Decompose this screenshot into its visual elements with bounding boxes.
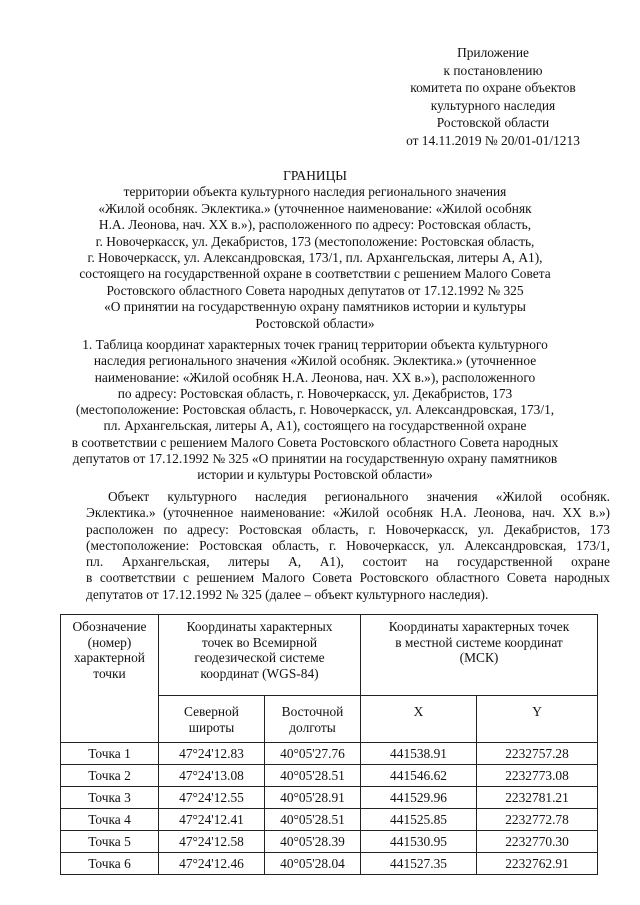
longitude-cell: 40°05'28.39: [265, 831, 361, 853]
x-cell: 441530.95: [361, 831, 477, 853]
header-line: Северной: [184, 704, 239, 719]
table-row: [61, 787, 598, 809]
title-line: территории объекта культурного наследия регионального значения: [123, 184, 507, 200]
appendix-block: [380, 44, 606, 150]
title-line: Ростовской области»: [255, 315, 375, 331]
latitude-cell: 47°24'12.83: [159, 743, 265, 765]
y-cell: 2232772.78: [477, 809, 598, 831]
x-cell: 441527.35: [361, 853, 477, 875]
x-cell: 441538.91: [361, 743, 477, 765]
longitude-cell: 40°05'28.91: [265, 787, 361, 809]
header-line: долготы: [289, 719, 336, 735]
title-line: Ростовского областного Совета народных депутатов от 17.12.1992 № 325: [106, 282, 524, 298]
latitude-cell: 47°24'13.08: [159, 765, 265, 787]
document-heading: ГРАНИЦЫ: [283, 168, 347, 183]
point-cell: Точка 2: [61, 765, 159, 787]
point-cell: Точка 5: [61, 831, 159, 853]
table-header-row: [61, 615, 598, 696]
appendix-line: комитета по охране объектов: [410, 80, 576, 96]
title-block: [40, 168, 590, 332]
header-line: координат (WGS-84): [200, 665, 319, 681]
appendix-line: Приложение: [457, 45, 529, 60]
section-line: 1. Таблица координат характерных точек границ территории объекта культурного: [82, 337, 548, 352]
header-line: Обозначение: [72, 619, 147, 634]
section-line: (местоположение: Ростовская область, г. Новочеркасск, ул. Александровская, 173/1,: [75, 402, 555, 418]
appendix-line: от 14.11.2019 № 20/01-01/1213: [406, 132, 580, 148]
title-line: «Жилой особняк. Эклектика.» (уточненное наименование: «Жилой особняк: [98, 200, 532, 216]
title-line: состоящего на государственной охране в соответствии с решением Малого Совета: [79, 266, 551, 282]
table-row: [61, 743, 598, 765]
paragraph-line: Объект культурного наследия регионального значения «Жилой особняк.: [108, 489, 610, 504]
y-cell: 2232762.91: [477, 853, 598, 875]
designation-header: [61, 615, 159, 743]
paragraph-line: расположен по адресу: Ростовская область, г. Новочеркасск, ул. Декабристов, 173: [86, 521, 610, 537]
header-line: геодезической системе: [194, 650, 325, 665]
title-line: «О принятии на государственную охрану памятников истории и культуры: [104, 299, 526, 315]
east-longitude-header: [265, 696, 361, 743]
section-line: в соответствии с решением Малого Совета Ростовского областного Совета народных: [71, 434, 559, 450]
section-line: наименование: «Жилой особняк Н.А. Леонова, нач. XX в.»), расположенного: [94, 369, 536, 385]
x-cell: 441546.62: [361, 765, 477, 787]
x-header: X: [361, 696, 477, 743]
x-cell: 441525.85: [361, 809, 477, 831]
point-cell: Точка 6: [61, 853, 159, 875]
paragraph-line: в соответствии с решением Малого Совета Ростовского областного Совета народных: [86, 570, 610, 586]
paragraph-line: депутатов от 17.12.1992 № 325 (далее – объект культурного наследия).: [86, 586, 489, 602]
header-line: широты: [188, 719, 235, 735]
section-line: истории и культуры Ростовской области»: [197, 467, 433, 483]
paragraph-line: (местоположение: Ростовская область, г. Новочеркасск, ул. Александровская, 173/1,: [86, 537, 610, 553]
header-line: Координаты характерных точек: [388, 619, 570, 634]
header-line: Координаты характерных: [186, 619, 333, 634]
header-line: точки: [93, 665, 126, 681]
point-cell: Точка 3: [61, 787, 159, 809]
latitude-cell: 47°24'12.46: [159, 853, 265, 875]
longitude-cell: 40°05'28.04: [265, 853, 361, 875]
x-cell: 441529.96: [361, 787, 477, 809]
table-row: [61, 853, 598, 875]
appendix-line: культурного наследия: [430, 97, 556, 113]
section-line: пл. Архангельская, литеры А, А1), состоящего на государственной охране: [103, 418, 527, 434]
north-latitude-header: [159, 696, 265, 743]
description-paragraph: [88, 489, 610, 603]
appendix-line: к постановлению: [443, 62, 543, 78]
longitude-cell: 40°05'27.76: [265, 743, 361, 765]
title-line: г. Новочеркасск, ул. Декабристов, 173 (местоположение: Ростовская область,: [95, 233, 535, 249]
longitude-cell: 40°05'28.51: [265, 809, 361, 831]
msk-header: [361, 615, 598, 696]
section-line: депутатов от 17.12.1992 № 325 «О принятии на государственную охрану памятников: [72, 451, 558, 467]
title-line: г. Новочеркасск, ул. Александровская, 173/1, пл. Архангельская, литеры А, А1),: [87, 250, 543, 266]
header-line: характерной: [74, 650, 145, 665]
section-line: наследия регионального значения «Жилой особняк. Эклектика.» (уточненное: [93, 353, 537, 369]
title-line: Н.А. Леонова, нач. XX в.»), расположенного по адресу: Ростовская область,: [98, 217, 532, 233]
latitude-cell: 47°24'12.58: [159, 831, 265, 853]
table-row: [61, 765, 598, 787]
header-line: точек во Всемирной: [201, 634, 318, 650]
header-line: Восточной: [281, 704, 344, 719]
latitude-cell: 47°24'12.55: [159, 787, 265, 809]
point-cell: Точка 4: [61, 809, 159, 831]
y-cell: 2232757.28: [477, 743, 598, 765]
header-line: (МСК): [459, 650, 499, 665]
paragraph-line: пл. Архангельская, литеры А, А1), состоит на государственной охране: [86, 554, 610, 570]
paragraph-line: Эклектика.» (уточненное наименование: «Жилой особняк Н.А. Леонова, нач. XX в.»): [86, 505, 610, 521]
coordinates-table: [60, 614, 598, 875]
header-line: (номер): [87, 634, 132, 650]
y-cell: 2232781.21: [477, 787, 598, 809]
header-line: в местной системе координат: [395, 634, 563, 650]
wgs-header: [159, 615, 361, 696]
section-line: по адресу: Ростовская область, г. Новочеркасск, ул. Декабристов, 173: [117, 385, 513, 401]
appendix-line: Ростовской области: [436, 115, 550, 131]
y-header: Y: [477, 696, 598, 743]
table-row: [61, 809, 598, 831]
y-cell: 2232770.30: [477, 831, 598, 853]
y-cell: 2232773.08: [477, 765, 598, 787]
table-row: [61, 831, 598, 853]
longitude-cell: 40°05'28.51: [265, 765, 361, 787]
point-cell: Точка 1: [61, 743, 159, 765]
latitude-cell: 47°24'12.41: [159, 809, 265, 831]
section-heading-block: [40, 337, 590, 484]
